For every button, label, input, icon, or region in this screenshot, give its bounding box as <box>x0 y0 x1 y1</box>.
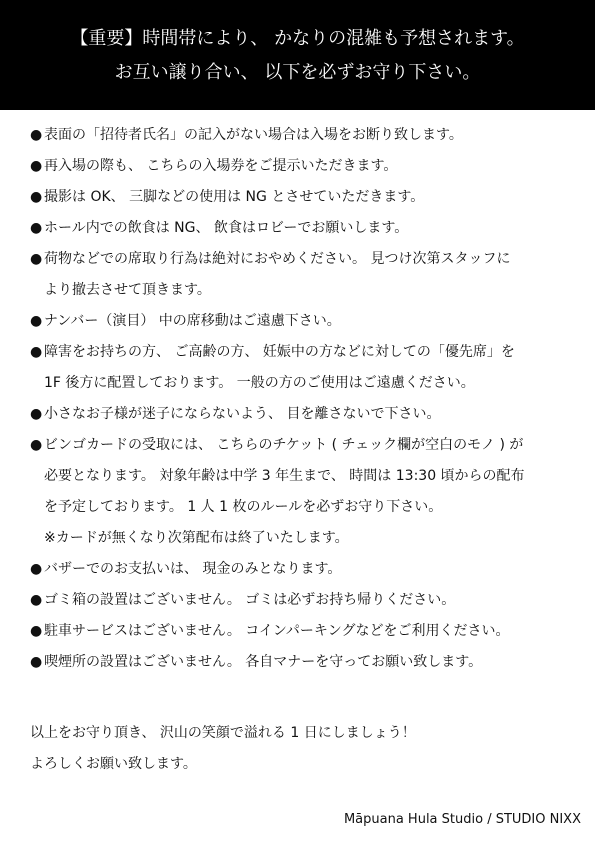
bullet-icon: ● <box>30 406 43 422</box>
rule-text: ゴミ箱の設置はございません。 ゴミは必ずお持ち帰りください。 <box>44 592 456 608</box>
rule-item-continuation <box>30 368 575 399</box>
bullet-icon: ● <box>30 313 43 329</box>
bullet-icon: ● <box>30 127 43 143</box>
rule-text: ※カードが無くなり次第配布は終了いたします。 <box>44 530 349 546</box>
rule-text: 荷物などでの席取り行為は絶対におやめください。 見つけ次第スタッフに <box>44 251 511 267</box>
bullet-icon: ● <box>30 437 43 453</box>
rule-item <box>30 616 575 647</box>
rule-item <box>30 337 575 368</box>
bullet-icon: ● <box>30 592 43 608</box>
rule-item-continuation <box>30 492 575 523</box>
rule-item <box>30 399 575 430</box>
rule-text: より撤去させて頂きます。 <box>44 282 211 298</box>
rule-text: 必要となります。 対象年齢は中学 3 年生まで、 時間は 13:30 頃からの配布 <box>44 468 525 484</box>
rule-text: 撮影は OK、 三脚などの使用は NG とさせていただきます。 <box>44 189 425 205</box>
rule-text: 障害をお持ちの方、 ご高齢の方、 妊娠中の方などに対しての「優先席」を <box>44 344 515 360</box>
rule-item <box>30 585 575 616</box>
closing-line-1: 以上をお守り頂き、 沢山の笑顔で溢れる 1 日にしましょう！ <box>30 725 416 741</box>
rule-text: 表面の「招待者氏名」の記入がない場合は入場をお断り致します。 <box>44 127 463 143</box>
rule-text: ビンゴカードの受取には、 こちらのチケット ( チェック欄が空白のモノ ) が <box>44 437 524 453</box>
rule-item <box>30 647 575 678</box>
rule-item <box>30 213 575 244</box>
rule-text: 喫煙所の設置はございません。 各自マナーを守ってお願い致します。 <box>44 654 483 670</box>
rule-text: 1F 後方に配置しております。 一般の方のご使用はご遠慮ください。 <box>44 375 475 391</box>
rule-text: ホール内での飲食は NG、 飲食はロビーでお願いします。 <box>44 220 409 236</box>
closing-message <box>30 718 416 780</box>
bullet-icon: ● <box>30 623 43 639</box>
rule-text: バザーでのお支払いは、 現金のみとなります。 <box>44 561 342 577</box>
rule-text: を予定しております。 1 人 1 枚のルールを必ずお守り下さい。 <box>44 499 443 515</box>
bullet-icon: ● <box>30 220 43 236</box>
rule-text: 再入場の際も、 こちらの入場券をご提示いただきます。 <box>44 158 398 174</box>
rule-text: 小さなお子様が迷子にならないよう、 目を離さないで下さい。 <box>44 406 441 422</box>
rule-item-continuation <box>30 523 575 554</box>
bullet-icon: ● <box>30 654 43 670</box>
closing-line-2: よろしくお願い致します。 <box>30 756 197 772</box>
bullet-icon: ● <box>30 561 43 577</box>
bullet-icon: ● <box>30 344 43 360</box>
rule-item <box>30 554 575 585</box>
rule-item <box>30 151 575 182</box>
rules-list <box>30 120 575 678</box>
bullet-icon: ● <box>30 251 43 267</box>
rule-item-continuation <box>30 461 575 492</box>
notice-header <box>0 0 595 110</box>
header-line-2: お互い譲り合い、 以下を必ずお守り下さい。 <box>114 62 481 83</box>
rule-item <box>30 430 575 461</box>
rule-item <box>30 120 575 151</box>
bullet-icon: ● <box>30 189 43 205</box>
rule-text: ナンバー（演目） 中の席移動はご遠慮下さい。 <box>44 313 341 329</box>
rule-text: 駐車サービスはございません。 コインパーキングなどをご利用ください。 <box>44 623 510 639</box>
rule-item <box>30 244 575 275</box>
rule-item-continuation <box>30 275 575 306</box>
bullet-icon: ● <box>30 158 43 174</box>
rule-item <box>30 182 575 213</box>
footer-credit: Māpuana Hula Studio / STUDIO NIXX <box>343 812 581 827</box>
rule-item <box>30 306 575 337</box>
header-line-1: 【重要】時間帯により、 かなりの混雑も予想されます。 <box>70 28 525 49</box>
